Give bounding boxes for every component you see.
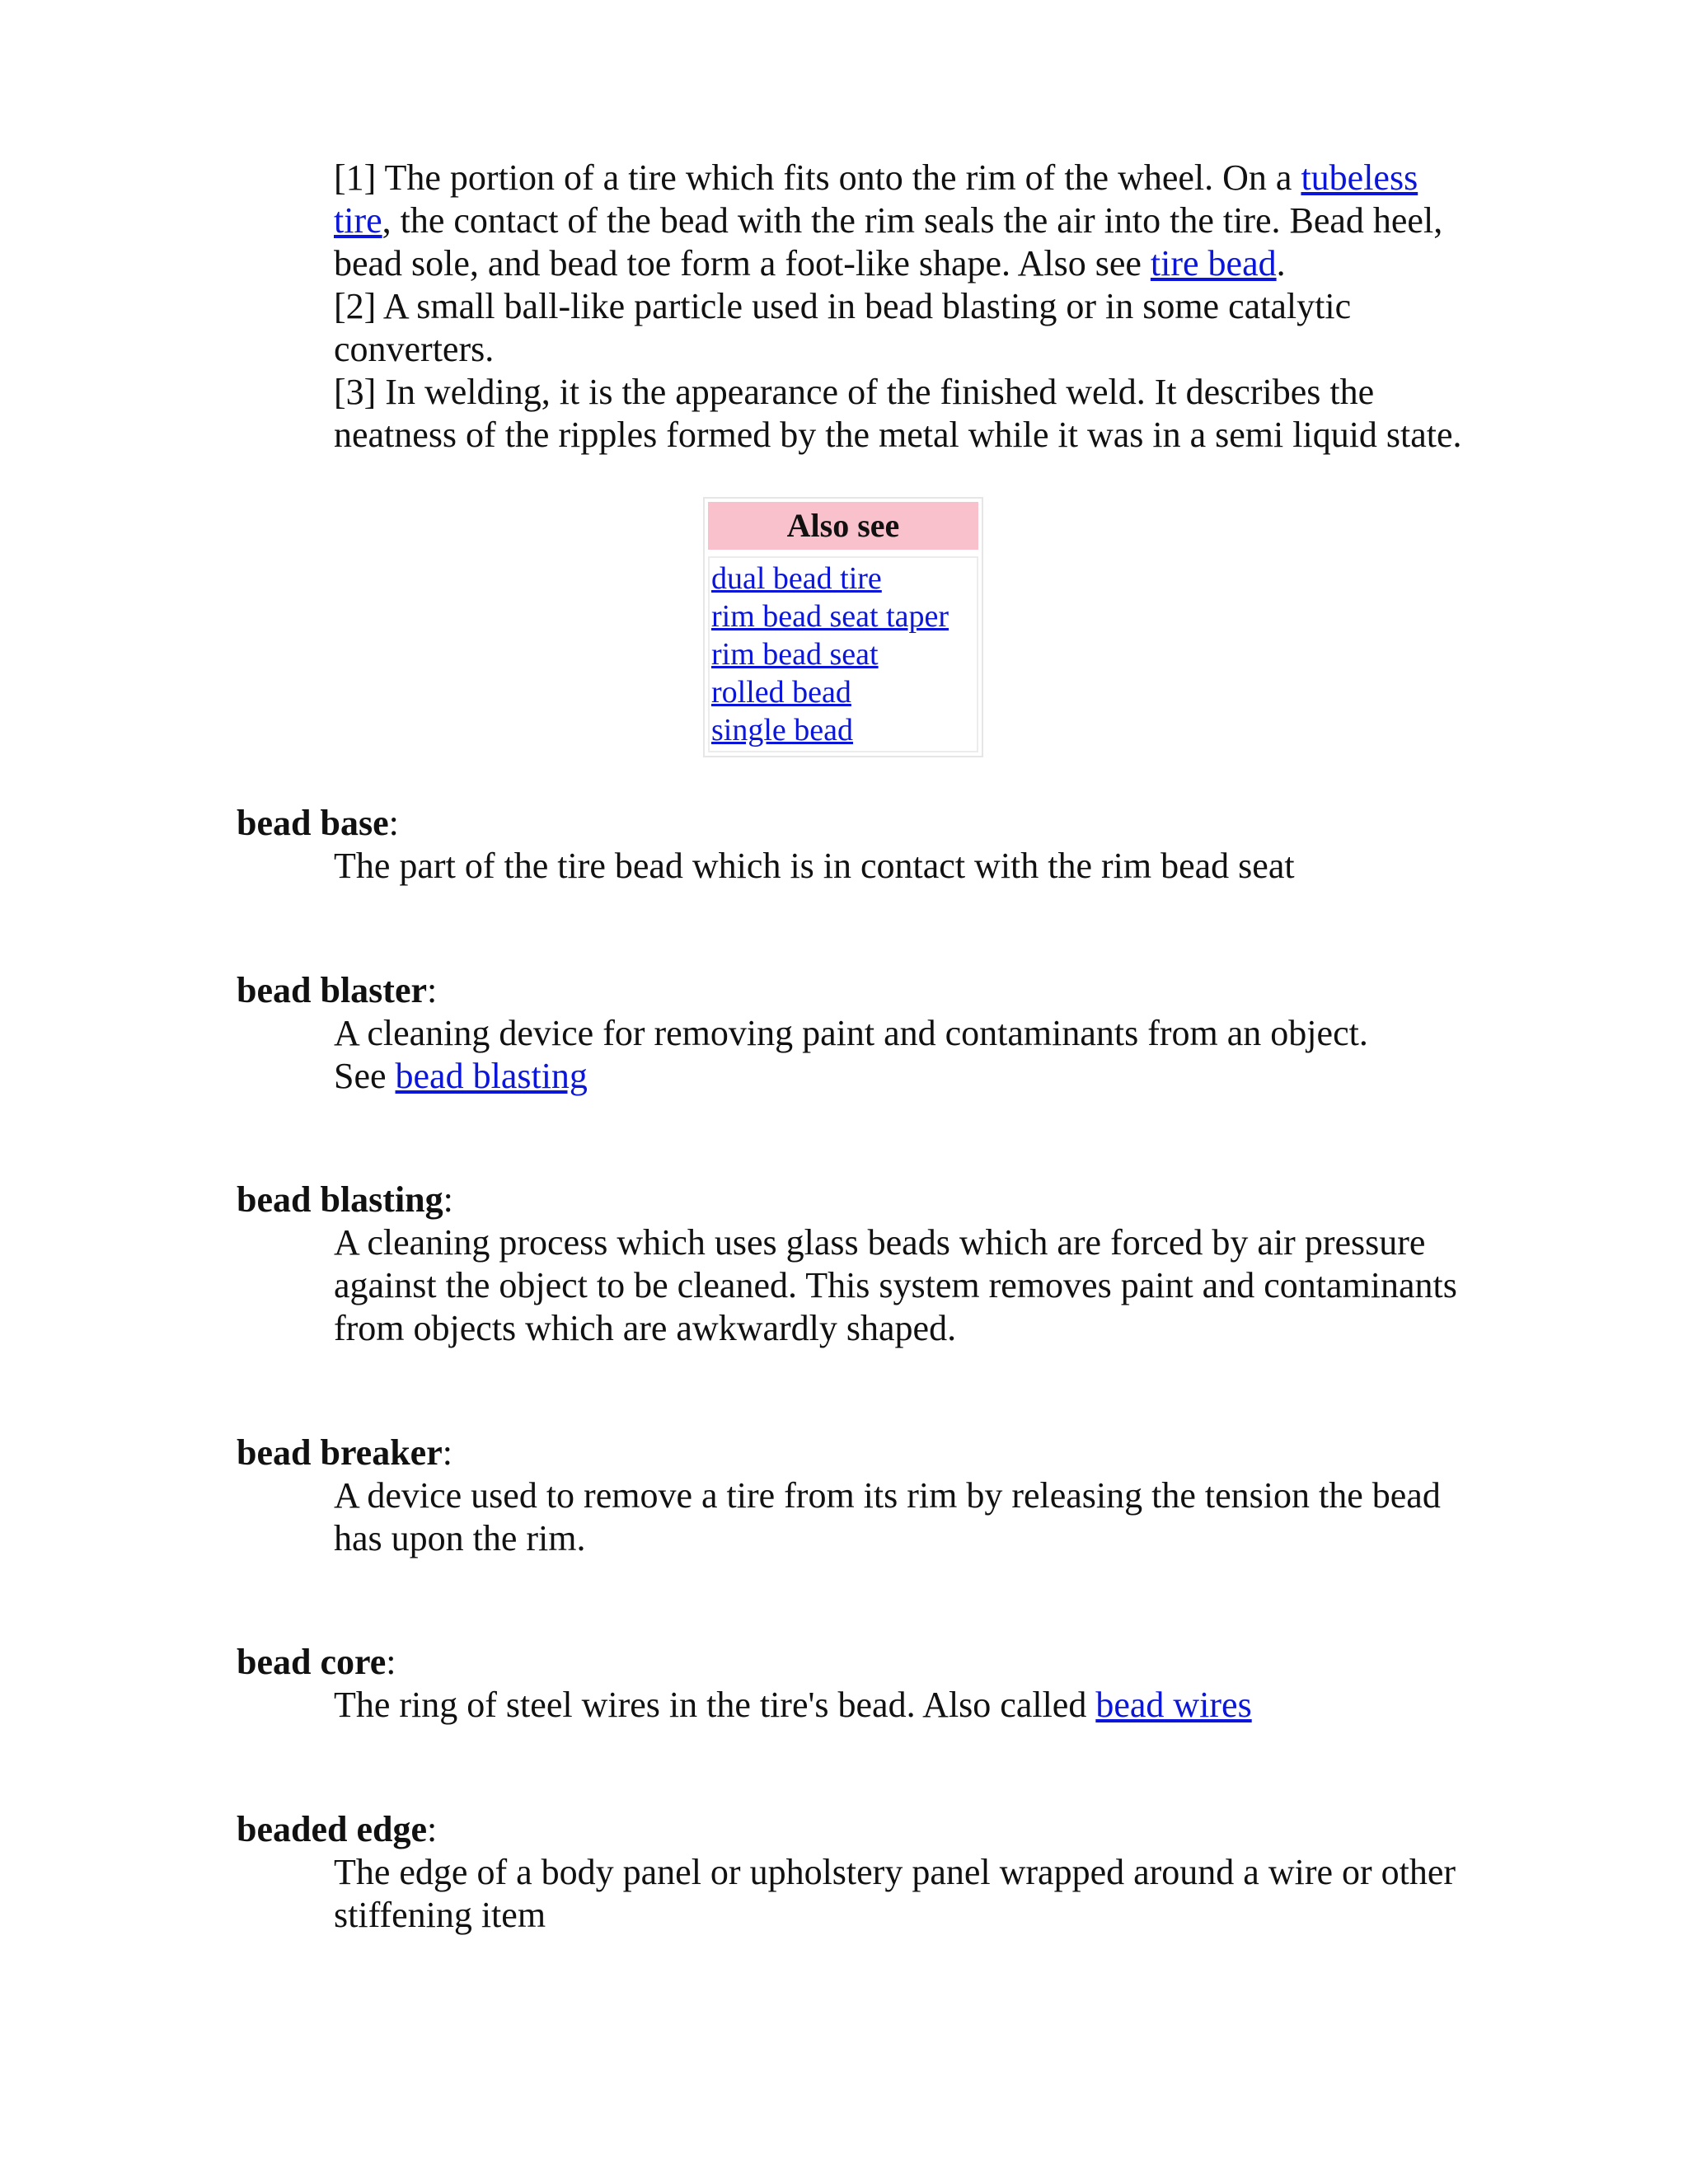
definition-bead-base: The part of the tire bead which is in contact with the rim bead seat — [334, 846, 1295, 886]
definition-text: The ring of steel wires in the tire's bead. Also called — [334, 1685, 1096, 1725]
also-see-box — [703, 497, 983, 757]
term-label: beaded edge — [237, 1809, 427, 1849]
also-see-header: Also see — [708, 502, 978, 550]
also-see-link-single-bead[interactable]: single bead — [711, 713, 854, 748]
definition-beaded-edge: The edge of a body panel or upholstery panel wrapped around a wire or other stiffening item — [334, 1852, 1456, 1935]
intro-paragraph-1 — [334, 157, 1471, 285]
term-label: bead breaker — [237, 1432, 443, 1473]
also-see-link-rolled-bead[interactable]: rolled bead — [711, 675, 851, 710]
term-bead-base — [237, 802, 399, 845]
term-colon: : — [443, 1179, 453, 1220]
term-bead-blaster — [237, 969, 437, 1012]
intro-definition — [334, 157, 1471, 457]
term-colon: : — [427, 970, 438, 1010]
term-colon: : — [388, 803, 399, 843]
definition-text: A cleaning device for removing paint and contaminants from an object. — [334, 1013, 1368, 1053]
bead-blasting-link[interactable]: bead blasting — [395, 1056, 588, 1096]
term-colon: : — [427, 1809, 438, 1849]
definition-bead-core — [334, 1684, 1471, 1727]
term-bead-breaker — [237, 1432, 452, 1474]
also-see-link-rim-bead-seat[interactable]: rim bead seat — [711, 637, 879, 672]
intro-p1-period: . — [1276, 243, 1286, 284]
intro-p1-text: [1] The portion of a tire which fits onto the rim of the wheel. On a — [334, 157, 1301, 198]
term-label: bead core — [237, 1642, 387, 1682]
intro-paragraph-3: [3] In welding, it is the appearance of the finished weld. It describes the neatness of the ripples formed by the metal while it was in a semi liquid state. — [334, 372, 1462, 455]
definition-bead-blaster — [334, 1012, 1471, 1098]
term-beaded-edge — [237, 1808, 437, 1851]
see-line — [334, 1055, 1471, 1098]
definition-bead-blasting: A cleaning process which uses glass beads which are forced by air pressure against the object to be cleaned. This system removes paint and contaminants from objects which are awkwardly shaped. — [334, 1222, 1457, 1348]
term-colon: : — [442, 1432, 452, 1473]
tire-bead-link[interactable]: tire bead — [1150, 243, 1277, 284]
term-label: bead base — [237, 803, 389, 843]
tubeless-tire-link[interactable]: tubeless tire — [334, 157, 1418, 241]
term-label: bead blasting — [237, 1179, 443, 1220]
intro-paragraph-2: [2] A small ball-like particle used in bead blasting or in some catalytic converters. — [334, 286, 1352, 369]
term-bead-blasting — [237, 1179, 453, 1221]
term-bead-core — [237, 1641, 396, 1684]
also-see-link-rim-bead-seat-taper[interactable]: rim bead seat taper — [711, 599, 950, 634]
term-colon: : — [386, 1642, 396, 1682]
also-see-link-dual-bead-tire[interactable]: dual bead tire — [711, 561, 882, 596]
bead-wires-link[interactable]: bead wires — [1095, 1685, 1252, 1725]
term-label: bead blaster — [237, 970, 427, 1010]
intro-p1-text-2: , the contact of the bead with the rim seals the air into the tire. Bead heel, bead sole, and bead toe form a foot-like shape. Also see — [334, 200, 1443, 284]
see-prefix: See — [334, 1056, 396, 1096]
also-see-list — [708, 556, 978, 752]
definition-bead-breaker: A device used to remove a tire from its rim by releasing the tension the bead has upon the rim. — [334, 1475, 1441, 1558]
